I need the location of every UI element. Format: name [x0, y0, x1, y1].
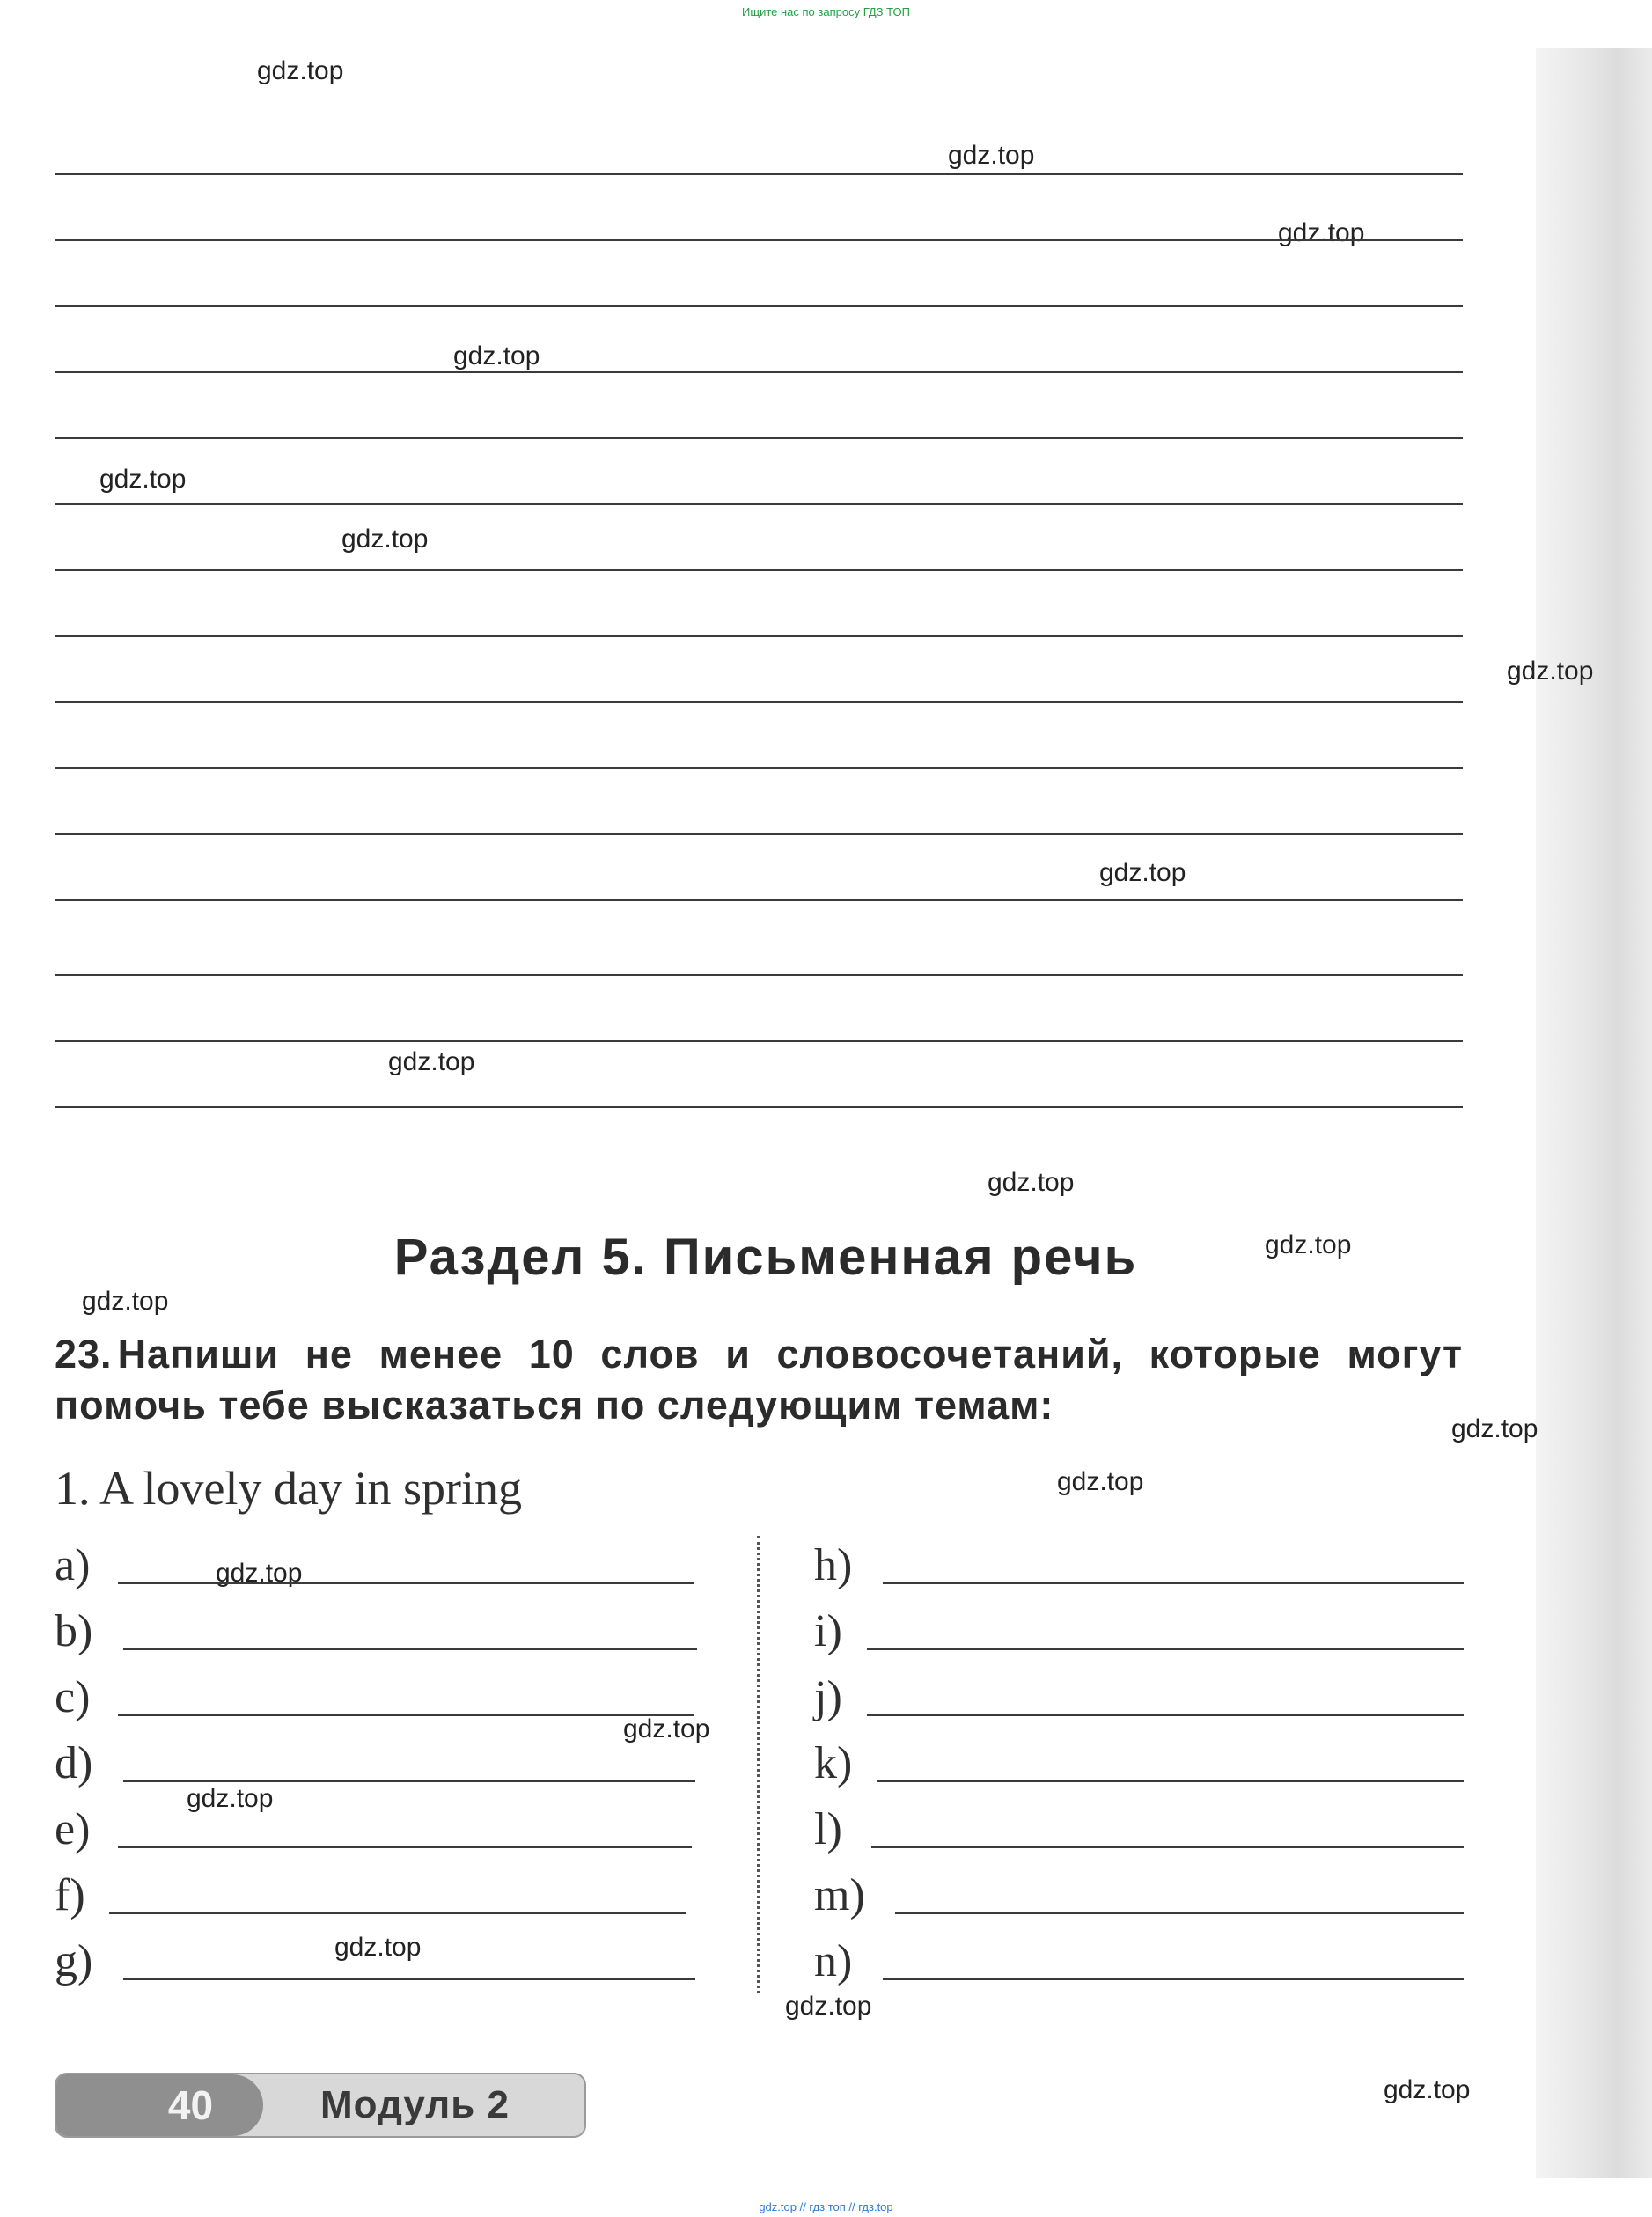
watermark: gdz.top: [99, 465, 187, 494]
page-number-badge: [56, 2074, 263, 2136]
footer-note: gdz.top // гдз топ // гдз.top: [759, 2200, 893, 2213]
answer-row[interactable]: [55, 1736, 697, 1789]
watermark: gdz.top: [1278, 218, 1365, 247]
writing-line[interactable]: [55, 503, 1463, 505]
page-edge-shadow: [1536, 48, 1652, 2178]
answer-row[interactable]: [55, 1670, 697, 1723]
answer-line[interactable]: [123, 1780, 695, 1782]
task-text: Напиши не менее 10 слов и словосочетаний, которые могут помочь тебе высказаться по следующим темам:: [55, 1332, 1463, 1428]
column-divider: [757, 1536, 760, 1993]
answer-letter: b): [55, 1606, 93, 1656]
watermark: gdz.top: [988, 1168, 1075, 1197]
answer-line[interactable]: [118, 1582, 694, 1584]
answer-line[interactable]: [877, 1780, 1464, 1782]
writing-line[interactable]: [55, 701, 1463, 703]
watermark: gdz.top: [187, 1784, 274, 1813]
writing-line[interactable]: [55, 899, 1463, 901]
watermark: gdz.top: [1099, 858, 1186, 887]
watermark: gdz.top: [341, 525, 429, 554]
answer-row[interactable]: [55, 1802, 697, 1855]
answer-row[interactable]: [55, 1538, 697, 1591]
page-number: 40: [167, 2082, 214, 2128]
answer-letter: d): [55, 1738, 93, 1788]
watermark: gdz.top: [948, 141, 1035, 170]
answer-letter: e): [55, 1804, 91, 1854]
answer-letter: l): [814, 1804, 842, 1854]
answer-row[interactable]: [55, 1934, 697, 1987]
writing-line[interactable]: [55, 305, 1463, 307]
answer-letter: g): [55, 1936, 93, 1986]
writing-line[interactable]: [55, 635, 1463, 637]
answer-line[interactable]: [123, 1978, 695, 1980]
writing-line[interactable]: [55, 371, 1463, 373]
watermark: gdz.top: [785, 1992, 872, 2021]
answer-letter: k): [814, 1738, 853, 1788]
watermark: gdz.top: [82, 1287, 169, 1316]
answer-row[interactable]: [55, 1604, 697, 1657]
writing-line[interactable]: [55, 437, 1463, 439]
answer-letter: m): [814, 1870, 865, 1920]
module-label: Модуль 2: [320, 2083, 510, 2126]
topic-heading: 1. A lovely day in spring: [55, 1462, 522, 1515]
writing-line[interactable]: [55, 1040, 1463, 1042]
answer-row[interactable]: [814, 1538, 1465, 1591]
answer-row[interactable]: [814, 1736, 1465, 1789]
answer-line[interactable]: [118, 1714, 694, 1716]
answer-letter: c): [55, 1672, 91, 1722]
answer-letter: i): [814, 1606, 842, 1656]
section-title: Раздел 5. Письменная речь: [393, 1229, 1138, 1286]
answer-row[interactable]: [55, 1868, 697, 1921]
answer-line[interactable]: [109, 1912, 686, 1914]
watermark: gdz.top: [216, 1559, 303, 1588]
answer-letter: j): [814, 1672, 842, 1722]
writing-line[interactable]: [55, 767, 1463, 769]
answer-letter: f): [55, 1870, 85, 1920]
page-footer: [55, 2073, 586, 2138]
writing-line[interactable]: [55, 173, 1463, 175]
answer-line[interactable]: [123, 1648, 697, 1650]
task-instruction: [55, 1329, 1463, 1431]
answer-letter: n): [814, 1936, 853, 1986]
writing-line[interactable]: [55, 974, 1463, 976]
watermark: gdz.top: [1265, 1230, 1352, 1259]
answer-row[interactable]: [814, 1868, 1465, 1921]
answer-line[interactable]: [883, 1582, 1464, 1584]
watermark: gdz.top: [388, 1047, 475, 1076]
writing-line[interactable]: [55, 239, 1463, 241]
writing-line[interactable]: [55, 833, 1463, 835]
watermark: gdz.top: [1507, 657, 1594, 686]
answer-line[interactable]: [895, 1912, 1464, 1914]
answer-line[interactable]: [883, 1978, 1464, 1980]
watermark: gdz.top: [1451, 1414, 1538, 1443]
answer-row[interactable]: [814, 1802, 1465, 1855]
watermark: gdz.top: [257, 56, 344, 85]
answer-row[interactable]: [814, 1934, 1465, 1987]
writing-line[interactable]: [55, 1106, 1463, 1108]
answer-letter: a): [55, 1540, 91, 1590]
watermark: gdz.top: [453, 341, 540, 371]
writing-line[interactable]: [55, 569, 1463, 571]
answer-letter: h): [814, 1540, 853, 1590]
watermark: gdz.top: [334, 1933, 422, 1962]
task-number: 23.: [55, 1332, 113, 1376]
answer-row[interactable]: [814, 1604, 1465, 1657]
answer-line[interactable]: [871, 1846, 1464, 1848]
watermark: gdz.top: [1057, 1467, 1144, 1496]
answer-line[interactable]: [118, 1846, 692, 1848]
answer-line[interactable]: [867, 1648, 1464, 1650]
watermark: gdz.top: [1384, 2075, 1471, 2104]
header-note: Ищите нас по запросу ГДЗ ТОП: [742, 5, 910, 18]
watermark: gdz.top: [623, 1714, 710, 1744]
answer-row[interactable]: [814, 1670, 1465, 1723]
answer-line[interactable]: [867, 1714, 1464, 1716]
